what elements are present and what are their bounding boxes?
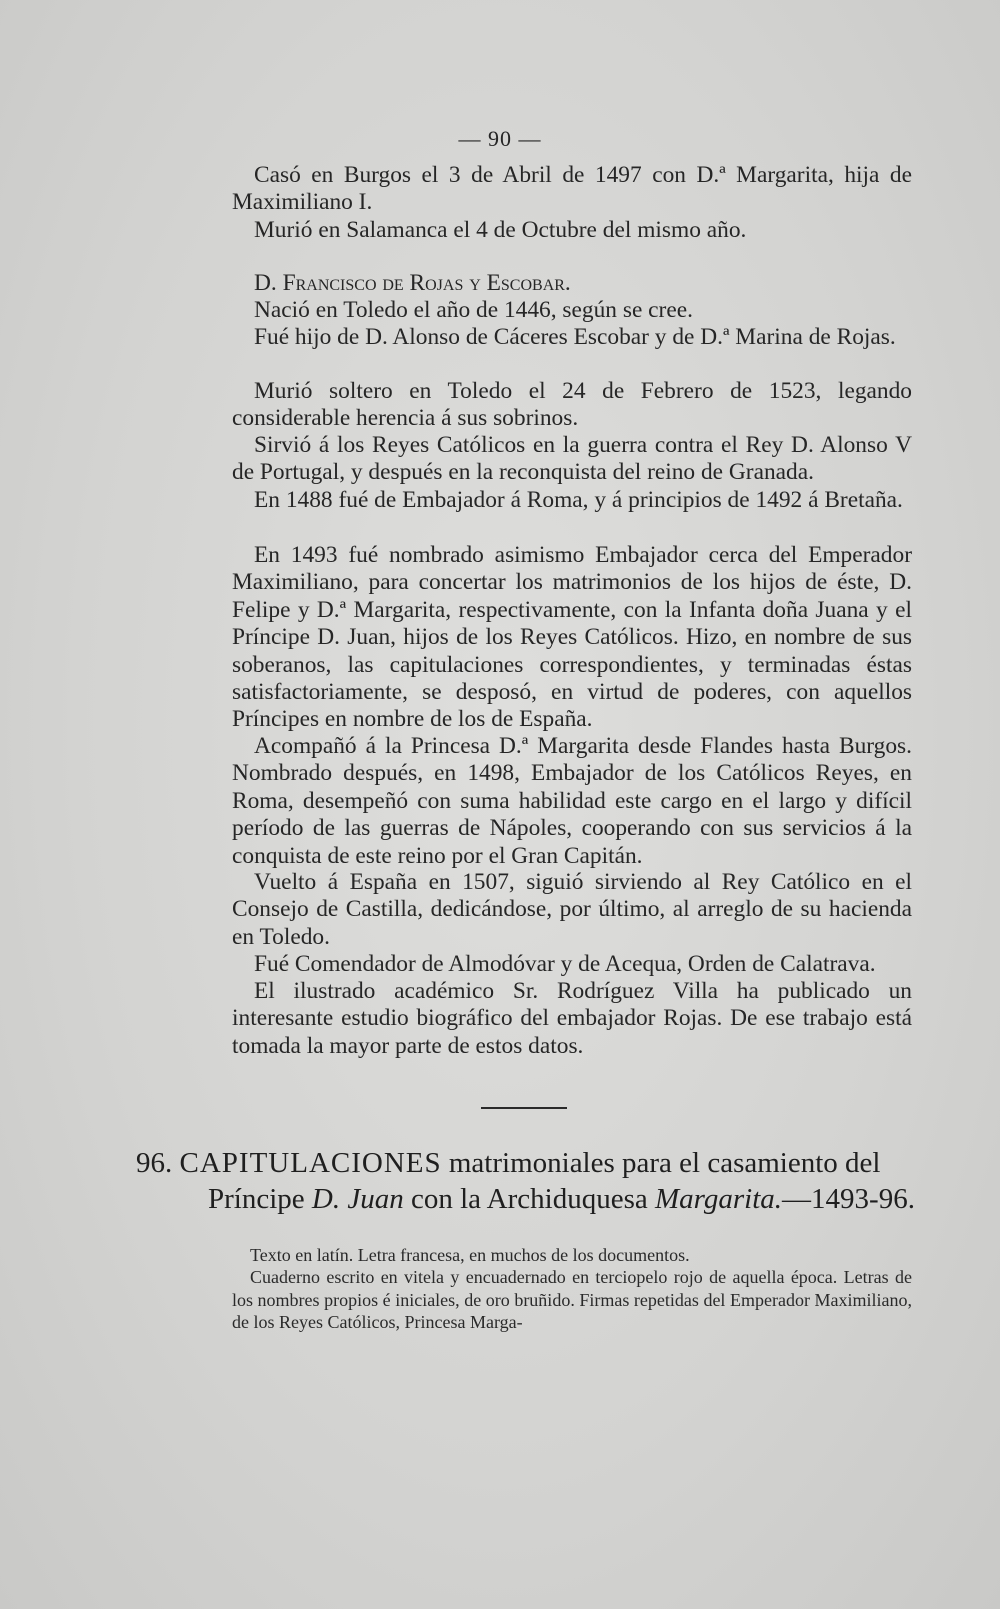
paragraph: Murió soltero en Toledo el 24 de Febrero de 1523, legando considerable herencia á sus sobrinos. (232, 378, 912, 432)
person-heading: D. Francisco de Rojas y Escobar. (254, 270, 571, 296)
paragraph: En 1488 fué de Embajador á Roma, y á principios de 1492 á Bretaña. (254, 487, 903, 513)
entry-title-caps: CAPITULACIONES (179, 1147, 442, 1179)
section-divider (481, 1107, 567, 1109)
paragraph: El ilustrado académico Sr. Rodríguez Villa ha publicado un interesante estudio biográfico del embajador Rojas. De ese trabajo está tomada la mayor parte de estos datos. (232, 978, 912, 1059)
entry-description: Cuaderno escrito en vitela y encuadernado en terciopelo rojo de aquella época. Letras de los nombres propios é iniciales, de oro bruñido. Firmas repetidas del Emperador Maximiliano, de los Reyes Católicos, Princesa Marga- (232, 1267, 912, 1332)
paragraph: Nació en Toledo el año de 1446, según se cree. (254, 297, 693, 323)
page-number: — 90 — (458, 126, 542, 151)
paragraph: Vuelto á España en 1507, siguió sirviendo al Rey Católico en el Consejo de Castilla, dedicándose, por último, al arreglo de su hacienda en Toledo. (232, 869, 912, 950)
paragraph: Murió en Salamanca el 4 de Octubre del mismo año. (254, 217, 747, 243)
paragraph: Casó en Burgos el 3 de Abril de 1497 con D.ª Margarita, hija de Maximiliano I. (232, 162, 912, 216)
entry-title-line2: Príncipe D. Juan con la Archiduquesa Margarita.—1493-96. (208, 1183, 915, 1215)
entry-description: Texto en latín. Letra francesa, en muchos de los documentos. (250, 1245, 690, 1265)
entry-title-rest: matrimoniales para el casamiento del (448, 1147, 881, 1179)
paragraph: Fué Comendador de Almodóvar y de Acequa, Orden de Calatrava. (254, 951, 876, 977)
paragraph: Fué hijo de D. Alonso de Cáceres Escobar y de D.ª Marina de Rojas. (254, 324, 896, 350)
paragraph: Acompañó á la Princesa D.ª Margarita desde Flandes hasta Burgos. Nombrado después, en 1498, Embajador de los Católicos Reyes, en Roma, desempeñó con suma habilidad este cargo en el largo y difícil período de las guerras de Nápoles, cooperando con sus servicios á la conquista de este reino por el Gran Capitán. (232, 733, 912, 869)
entry-number: 96. (136, 1147, 173, 1179)
catalog-entry-heading (136, 1145, 916, 1217)
paragraph: En 1493 fué nombrado asimismo Embajador cerca del Emperador Maximiliano, para concertar los matrimonios de los hijos de éste, D. Felipe y D.ª Margarita, respectivamente, con la Infanta doña Juana y el Príncipe D. Juan, hijos de los Reyes Católicos. Hizo, en nombre de sus soberanos, las capitulaciones correspondientes, y terminadas éstas satisfactoriamente, se desposó, en virtud de poderes, con aquellos Príncipes en nombre de los de España. (232, 542, 912, 733)
paragraph: Sirvió á los Reyes Católicos en la guerra contra el Rey D. Alonso V de Portugal, y después en la reconquista del reino de Granada. (232, 432, 912, 486)
